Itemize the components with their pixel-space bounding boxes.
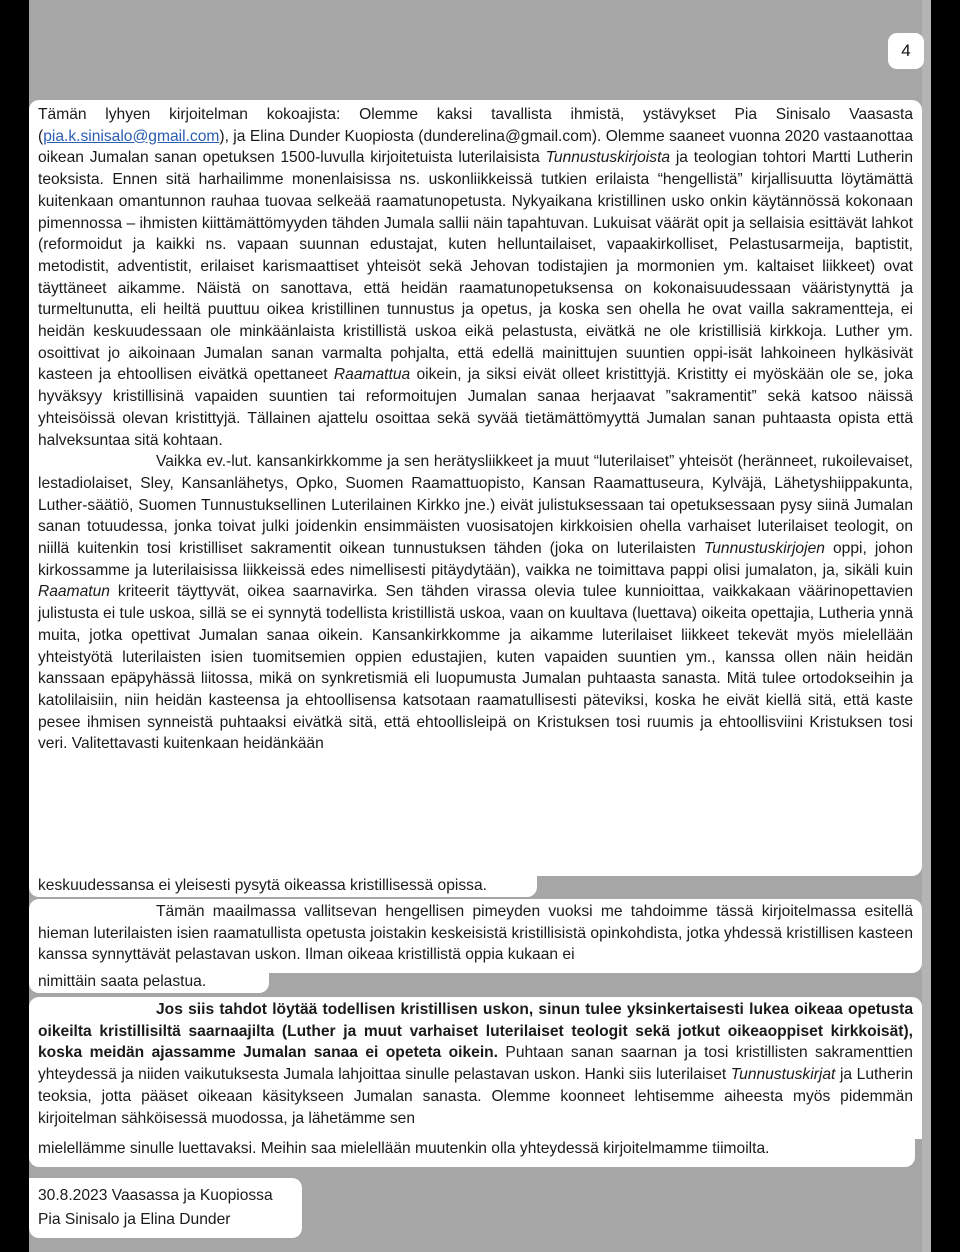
page-number-badge: 4: [888, 33, 924, 69]
text-bubble-2-last-line: nimittäin saata pelastua.: [29, 973, 269, 993]
signature-date-place: 30.8.2023 Vaasassa ja Kuopiossa: [38, 1187, 273, 1204]
paragraph-lutheran-churches: Vaikka ev.-lut. kansankirkkomme ja sen herätysliikkeet ja muut “luterilaiset” yhteisöt (heränneet, rukoilevaiset, lestadiolaiset, Sley, Kansanlähetys, Opko, Suomen Raamattuopisto, Kansan Raamattuseura, Kylväjä, Lähetyshiippakunta, Luther-säätiö, Suomen Tunnustuksellinen Luterilainen Kirkko jne.) eivät julistuksessaan tai opetuksessaan pysy siinä Jumalan sanan totuudessa, jonka toivat julki joidenkin ensimmäisten vuosisatojen kirkkoisien ohella varhaiset luterilaiset teologit, on niillä kuitenkin tosi kristilliset sakramentit oikean tunnustuksen tähden (joka on luterilaisten Tunnustuskirjojen oppi, johon kirkossamme ja luterilaisissa liikkeissä edes nimellisesti pitäydytään), vaikka ne toimittava pappi olisi jumalaton, ja, sikäli kuin Raamatun kriteerit täyttyvät, oikea saarnavirka. Sen tähden virassa olevia tulee kunnioittaa, vaikkakaan väärinopettavien julistusta ei tule uskoa, sillä se ei synnytä todellista kristillistä uskoa, vaan on kuultava (luettava) oikeita opettajia, Lutheria ynnä muita, jotka opettivat Jumalan sanaa oikein. Kansankirkkomme ja aikamme luterilaiset liikkeet tekevät myös mielellään yhteistyötä luterilaisten isien tuomitsemien oppien edustajien, kuten vapaiden suuntien ym., kanssa ollen näin heidän kanssaan epäpyhässä liitossa, mikä on synkretismiä eli luopumusta Jumalan puhtaasta sanasta. Mitä tulee ortodokseihin ja katolilaisiin, niin heidän kasteensa ja ehtoollisensa katsotaan raamatullisesti päteviksi, koska he eivät kiellä sitä, että kaste pesee ihmisen synneistä puhtaaksi eivätkä sitä, että ehtoollisleipä on Kristuksen tosi ruumis ja ehtoollisviini Kristuksen tosi veri. Valitettavasti kuitenkaan heidänkään: [38, 453, 913, 753]
text-bubble-1: [29, 100, 922, 876]
text-bubble-3: [29, 997, 922, 1139]
email-link[interactable]: pia.k.sinisalo@gmail.com: [43, 127, 220, 145]
paragraph-about-authors: Tämän lyhyen kirjoitelman kokoajista: Olemme kaksi tavallista ihmistä, ystävykset Pia Sinisalo Vaasasta (pia.k.sinisalo@gmail.com), ja Elina Dunder Kuopiosta (dunderelina@gmail.com). Olemme saaneet vuonna 2020 vastaanottaa oikean Jumalan sanan opetuksen 1500-luvulla kirjoitetuista luterilaisista Tunnustuskirjoista ja teologian tohtori Martti Lutherin teoksista. Ennen sitä harhailimme monenlaisissa ns. uskonliikkeissä tutkien erilaista “hengellistä” kirjallisuutta löytämättä kuitenkaan omantunnon rauhaa tuovaa selkeää raamatunopetusta. Nykyaikana kristillinen usko onkin käytännössä kokonaan pimennossa – ihmisten kiittämättömyyden tähden Jumala sallii näin tapahtuvan. Lukuisat väärät opit ja sellaisia esittävät lahkot (reformoidut ja kaikki ns. vapaan suunnan edustajat, kuten helluntailaiset, vapaakirkolliset, Pelastusarmeija, baptistit, metodistit, adventistit, erilaiset karismaattiset yhteisöt sekä Jehovan todistajien ja mormonien ym. kaltaiset liikkeet) ovat täyttäneet aikamme. Näistä on sanottava, että heidän raamatunopetuksensa on kokonaisuudessaan vääristynyttä ja turmeltunutta, eli heiltä puuttuu oikea kristillinen tunnustus ja opetus, ja koska sen ohella he ovat vailla sakramentteja, ei heidän keskuudessaan ole minkäänlaista kristillistä uskoa eikä pelastusta, eivätkä ne ole kristillisiä kirkkoja. Luther ym. osoittivat jo aikoinaan Jumalan sanan varmalta pohjalta, että edellä mainittujen suuntien oppi-isät lahkoineen hylkäsivät kasteen ja ehtoollisen eivätkä opettaneet Raamattua oikein, ja siksi eivät olleet kristittyjä. Kristitty ei myöskään ole se, joka hyväksyy kristillisinä vapaiden suuntien tai reformoitujen Jumalan sanaa herjaavat ”sakramentit” sekä katsoo näissä yhteisöissä olevan kristittyjä. Tällainen ajattelu osoittaa sekä syvää tietämättömyyttä Jumalan sanan puhtaasta opista että halveksuntaa sitä kohtaan.: [38, 106, 913, 449]
paragraph-darkness: Tämän maailmassa vallitsevan hengellisen pimeyden vuoksi me tahdoimme tässä kirjoitelmassa esitellä hieman luterilaisten isien raamatullista opetusta joistakin keskeisistä kristillisistä opinkohdista, jotka yhdessä kristillisen kasteen kanssa synnyttävät pelastavan uskon. Ilman oikeaa kristillistä oppia kukaan ei: [38, 903, 913, 964]
scroll-edge: [922, 0, 931, 1252]
text-bubble-2: [29, 899, 922, 973]
signature-names: Pia Sinisalo ja Elina Dunder: [38, 1211, 231, 1228]
paragraph-call-to-action: Jos siis tahdot löytää todellisen kristillisen uskon, sinun tulee yksinkertaisesti lukea oikeaa opetusta oikeilta kristillisiltä saarnaajilta (Luther ja muut varhaiset luterilaiset teologit sekä jotkut oikeaoppiset kirkkoisät), koska meidän ajassamme Jumalan sanaa ei opeteta oikein. Puhtaan sanan saarnan ja tosi kristillisten sakramenttien yhteydessä ja niiden vaikutuksesta Jumala lahjoittaa sinulle pelastavan uskon. Hanki siis luterilaiset Tunnustuskirjat ja Lutherin teoksia, jotta pääset oikeaan käsitykseen Jumalan sanasta. Olemme koonneet lehtisemme aiheesta myös pidemmän kirjoitelman sähköisessä muodossa, ja lähetämme sen: [38, 1001, 913, 1127]
text-bubble-1-last-line: keskuudessansa ei yleisesti pysytä oikeassa kristillisessä opissa.: [29, 876, 537, 897]
signature-bubble: [29, 1178, 302, 1238]
text-bubble-3-last-line: mielellämme sinulle luettavaksi. Meihin saa mielellään muutenkin olla yhteydessä kirjoitelmamme tiimoilta.: [29, 1139, 915, 1167]
